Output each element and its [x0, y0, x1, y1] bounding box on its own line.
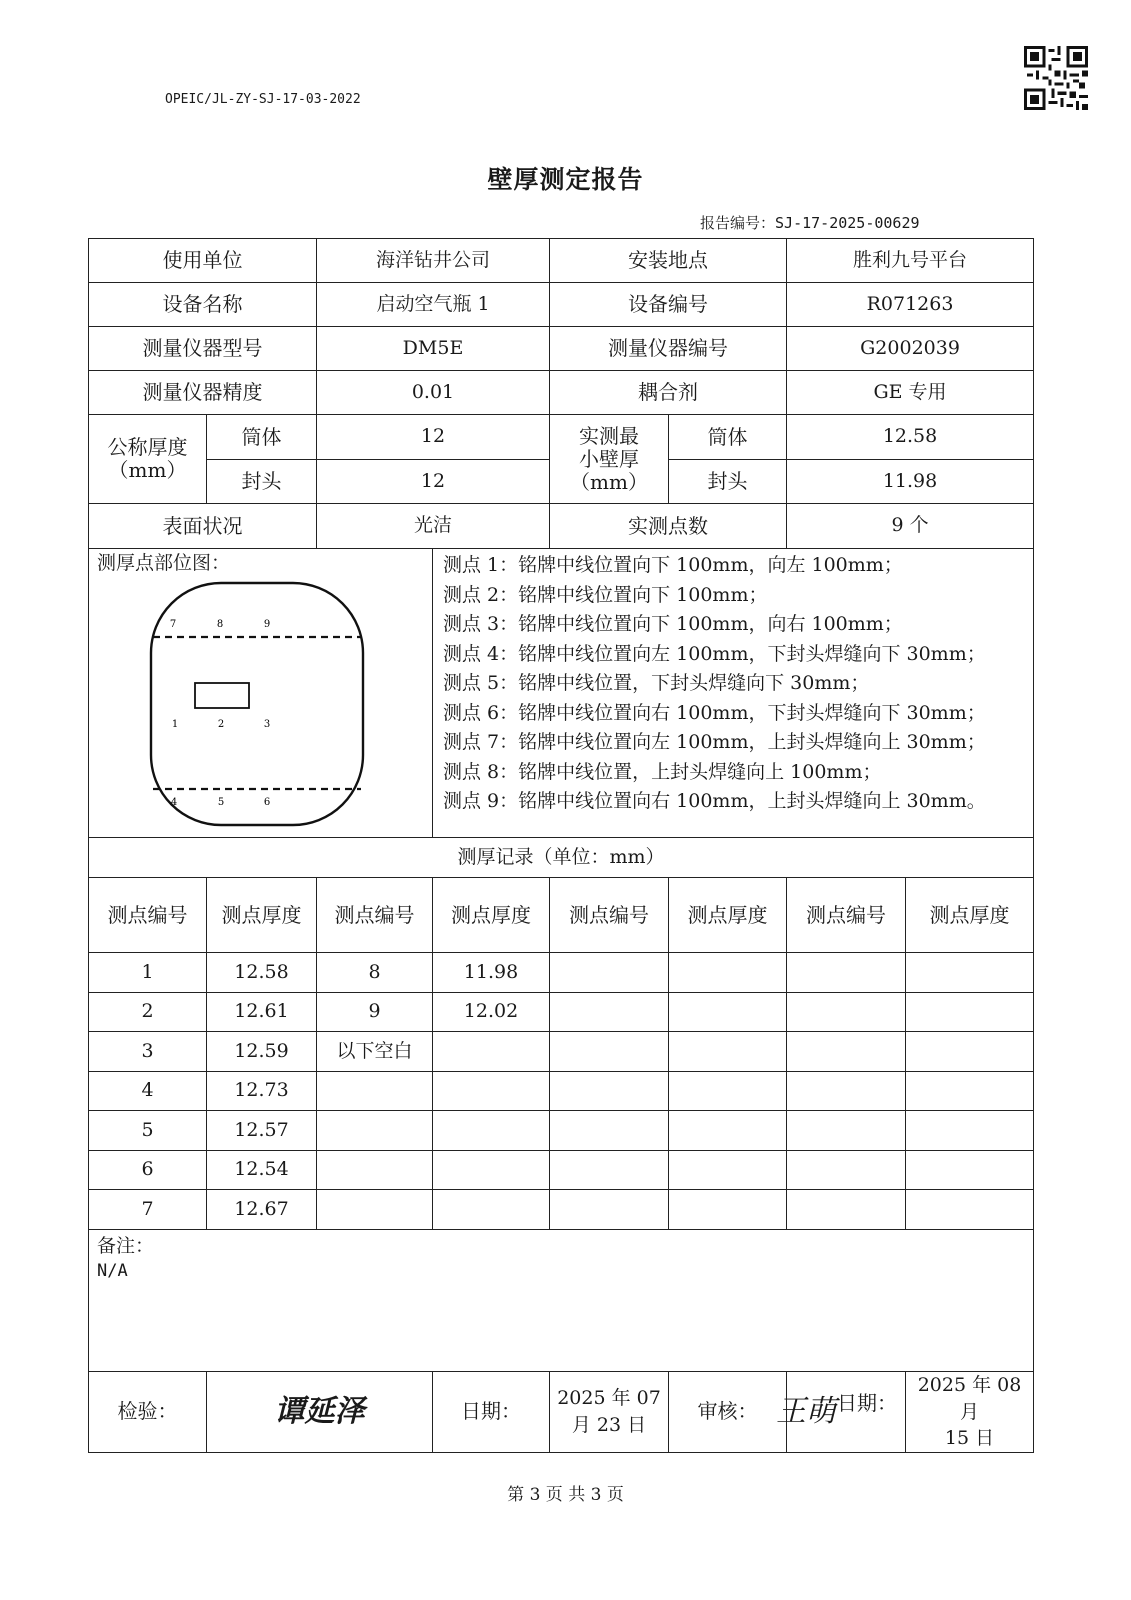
record-cell: 12.67	[207, 1190, 317, 1230]
measured-min-label	[550, 415, 669, 504]
table-row	[89, 993, 1034, 1032]
diagram-label: 测厚点部位图：	[97, 552, 231, 574]
equipment-no-value: R071263	[787, 283, 1034, 327]
instrument-no-label: 测量仪器编号	[550, 327, 787, 371]
nominal-head-label: 封头	[207, 460, 317, 504]
points-count-label: 实测点数	[550, 504, 787, 549]
nominal-thickness-label	[89, 415, 207, 504]
record-cell	[906, 1190, 1034, 1230]
record-cell	[787, 1032, 906, 1072]
record-cell: 7	[89, 1190, 207, 1230]
record-cell	[433, 1032, 550, 1072]
inspector-signature	[207, 1372, 433, 1453]
install-site-value: 胜利九号平台	[787, 239, 1034, 283]
user-unit-value: 海洋钻井公司	[317, 239, 550, 283]
qr-code-icon	[1024, 46, 1088, 110]
col-header-thk-1: 测点厚度	[207, 878, 317, 953]
surface-label: 表面状况	[89, 504, 317, 549]
record-cell	[669, 1072, 787, 1111]
record-cell: 12.59	[207, 1032, 317, 1072]
nominal-head-value: 12	[317, 460, 550, 504]
point-label-6: 6	[263, 796, 271, 808]
measured-head-value: 11.98	[787, 460, 1034, 504]
record-cell	[669, 1111, 787, 1151]
record-cell: 2	[89, 993, 207, 1032]
record-cell	[550, 1111, 669, 1151]
record-cell: 12.58	[207, 953, 317, 993]
page-number: 第 3 页 共 3 页	[507, 1485, 624, 1505]
point-description-4: 测点 4：铭牌中线位置向左 100mm，下封头焊缝向下 30mm；	[443, 642, 986, 665]
nameplate-rect	[195, 683, 249, 708]
measurement-point-diagram	[97, 575, 417, 827]
inspect-date-line2: 月 23 日	[571, 1413, 647, 1436]
record-cell	[787, 993, 906, 1032]
nominal-thickness-label-line1: 公称厚度	[107, 435, 188, 459]
record-cell	[550, 1072, 669, 1111]
record-cell: 4	[89, 1072, 207, 1111]
review-label: 审核：	[669, 1372, 787, 1453]
point-description-3: 测点 3：铭牌中线位置向下 100mm，向右 100mm；	[443, 613, 903, 635]
record-cell	[550, 1190, 669, 1230]
measured-min-label-line3: （mm）	[570, 469, 648, 494]
record-cell	[433, 1111, 550, 1151]
record-cell	[669, 1032, 787, 1072]
inspect-date-label: 日期：	[433, 1372, 550, 1453]
precision-label: 测量仪器精度	[89, 371, 317, 415]
record-cell	[669, 1151, 787, 1190]
document-code: OPEIC/JL-ZY-SJ-17-03-2022	[165, 92, 361, 107]
record-cell: 以下空白	[317, 1032, 433, 1072]
record-cell	[669, 1190, 787, 1230]
notes-cell	[89, 1230, 1034, 1372]
notes-text: N/A	[97, 1260, 128, 1281]
diagram-cell	[89, 549, 433, 838]
couplant-label: 耦合剂	[550, 371, 787, 415]
review-date-line2: 15 日	[944, 1427, 995, 1450]
record-cell	[787, 953, 906, 993]
records-title: 测厚记录（单位：mm）	[89, 838, 1034, 878]
col-header-thk-4: 测点厚度	[906, 878, 1034, 953]
review-date-value	[906, 1372, 1034, 1453]
point-description-9: 测点 9：铭牌中线位置向右 100mm，上封头焊缝向上 30mm。	[443, 790, 986, 812]
point-label-7: 7	[169, 618, 177, 630]
equipment-name-label: 设备名称	[89, 283, 317, 327]
record-cell	[433, 1072, 550, 1111]
reviewer-signature-text: 王萌	[776, 1393, 837, 1429]
record-cell	[317, 1072, 433, 1111]
point-description-1: 测点 1：铭牌中线位置向下 100mm，向左 100mm；	[443, 554, 903, 576]
nominal-shell-value: 12	[317, 415, 550, 460]
point-description-5: 测点 5：铭牌中线位置，下封头焊缝向下 30mm；	[443, 672, 870, 694]
record-cell	[787, 1151, 906, 1190]
record-cell	[906, 953, 1034, 993]
report-number-value: SJ-17-2025-00629	[775, 214, 920, 232]
record-cell	[906, 1151, 1034, 1190]
record-cell: 1	[89, 953, 207, 993]
record-cell	[550, 993, 669, 1032]
nominal-thickness-label-line2: （mm）	[108, 458, 187, 482]
record-cell: 11.98	[433, 953, 550, 993]
couplant-value: GE 专用	[787, 371, 1034, 415]
equipment-name-value: 启动空气瓶 1	[317, 283, 550, 327]
record-cell: 12.73	[207, 1072, 317, 1111]
table-row	[89, 1190, 1034, 1230]
table-row	[89, 1151, 1034, 1190]
record-cell	[906, 1111, 1034, 1151]
record-cell	[317, 1190, 433, 1230]
point-label-9: 9	[263, 618, 271, 630]
report-number	[700, 212, 920, 233]
record-cell	[787, 1072, 906, 1111]
record-cell	[669, 953, 787, 993]
record-cell	[787, 1190, 906, 1230]
col-header-no-4: 测点编号	[787, 878, 906, 953]
col-header-thk-3: 测点厚度	[669, 878, 787, 953]
record-cell	[433, 1190, 550, 1230]
measured-min-label-line2: 小壁厚	[579, 446, 640, 471]
equipment-no-label: 设备编号	[550, 283, 787, 327]
record-cell: 12.02	[433, 993, 550, 1032]
install-site-label: 安装地点	[550, 239, 787, 283]
table-row	[89, 1111, 1034, 1151]
surface-value: 光洁	[317, 504, 550, 549]
nominal-shell-label: 筒体	[207, 415, 317, 460]
record-cell	[787, 1111, 906, 1151]
record-cell	[433, 1151, 550, 1190]
point-description-7: 测点 7：铭牌中线位置向左 100mm，上封头焊缝向上 30mm；	[443, 731, 986, 753]
measured-min-label-line1: 实测最	[579, 423, 640, 448]
reviewer-signature	[776, 1372, 906, 1453]
point-label-5: 5	[217, 796, 225, 808]
record-cell	[906, 1032, 1034, 1072]
inspect-date-line1: 2025 年 07	[557, 1387, 661, 1410]
user-unit-label: 使用单位	[89, 239, 317, 283]
review-date-line1: 2025 年 08 月	[917, 1374, 1022, 1423]
point-label-3: 3	[263, 718, 271, 730]
record-cell: 5	[89, 1111, 207, 1151]
record-cell: 6	[89, 1151, 207, 1190]
point-description-cell	[433, 549, 1034, 838]
record-cell	[550, 1151, 669, 1190]
record-cell	[669, 993, 787, 1032]
record-cell	[550, 953, 669, 993]
record-cell	[550, 1032, 669, 1072]
table-row	[89, 1032, 1034, 1072]
inspect-label: 检验：	[89, 1372, 207, 1453]
col-header-no-2: 测点编号	[317, 878, 433, 953]
point-description-8: 测点 8：铭牌中线位置，上封头焊缝向上 100mm；	[443, 760, 882, 783]
col-header-no-1: 测点编号	[89, 878, 207, 953]
notes-label: 备注：	[97, 1235, 155, 1257]
record-cell	[317, 1151, 433, 1190]
record-cell	[906, 1072, 1034, 1111]
col-header-no-3: 测点编号	[550, 878, 669, 953]
record-cell	[317, 1111, 433, 1151]
inspector-signature-text: 谭延泽	[274, 1393, 365, 1429]
col-header-thk-2: 测点厚度	[433, 878, 550, 953]
inspect-date-value	[550, 1372, 669, 1453]
record-cell	[906, 993, 1034, 1032]
record-cell: 12.54	[207, 1151, 317, 1190]
record-cell: 3	[89, 1032, 207, 1072]
point-label-4: 4	[170, 796, 178, 808]
point-description-6: 测点 6：铭牌中线位置向右 100mm，下封头焊缝向下 30mm；	[443, 701, 986, 724]
table-row	[89, 1072, 1034, 1111]
review-date-label: 日期：	[837, 1391, 898, 1415]
instrument-no-value: G2002039	[787, 327, 1034, 371]
precision-value: 0.01	[317, 371, 550, 415]
measured-shell-value: 12.58	[787, 415, 1034, 460]
point-label-2: 2	[217, 718, 225, 730]
report-number-label: 报告编号：	[700, 214, 776, 232]
point-description-2: 测点 2：铭牌中线位置向下 100mm；	[443, 583, 768, 606]
report-table	[88, 238, 1034, 1453]
record-cell: 8	[317, 953, 433, 993]
instrument-model-label: 测量仪器型号	[89, 327, 317, 371]
measured-shell-label: 筒体	[669, 415, 787, 460]
table-row	[89, 953, 1034, 993]
measured-head-label: 封头	[669, 460, 787, 504]
points-count-value: 9 个	[787, 504, 1034, 549]
record-cell: 12.57	[207, 1111, 317, 1151]
instrument-model-value: DM5E	[317, 327, 550, 371]
page-title: 壁厚测定报告	[487, 165, 644, 194]
record-cell: 12.61	[207, 993, 317, 1032]
record-cell: 9	[317, 993, 433, 1032]
point-label-1: 1	[171, 718, 179, 730]
point-label-8: 8	[216, 618, 224, 630]
